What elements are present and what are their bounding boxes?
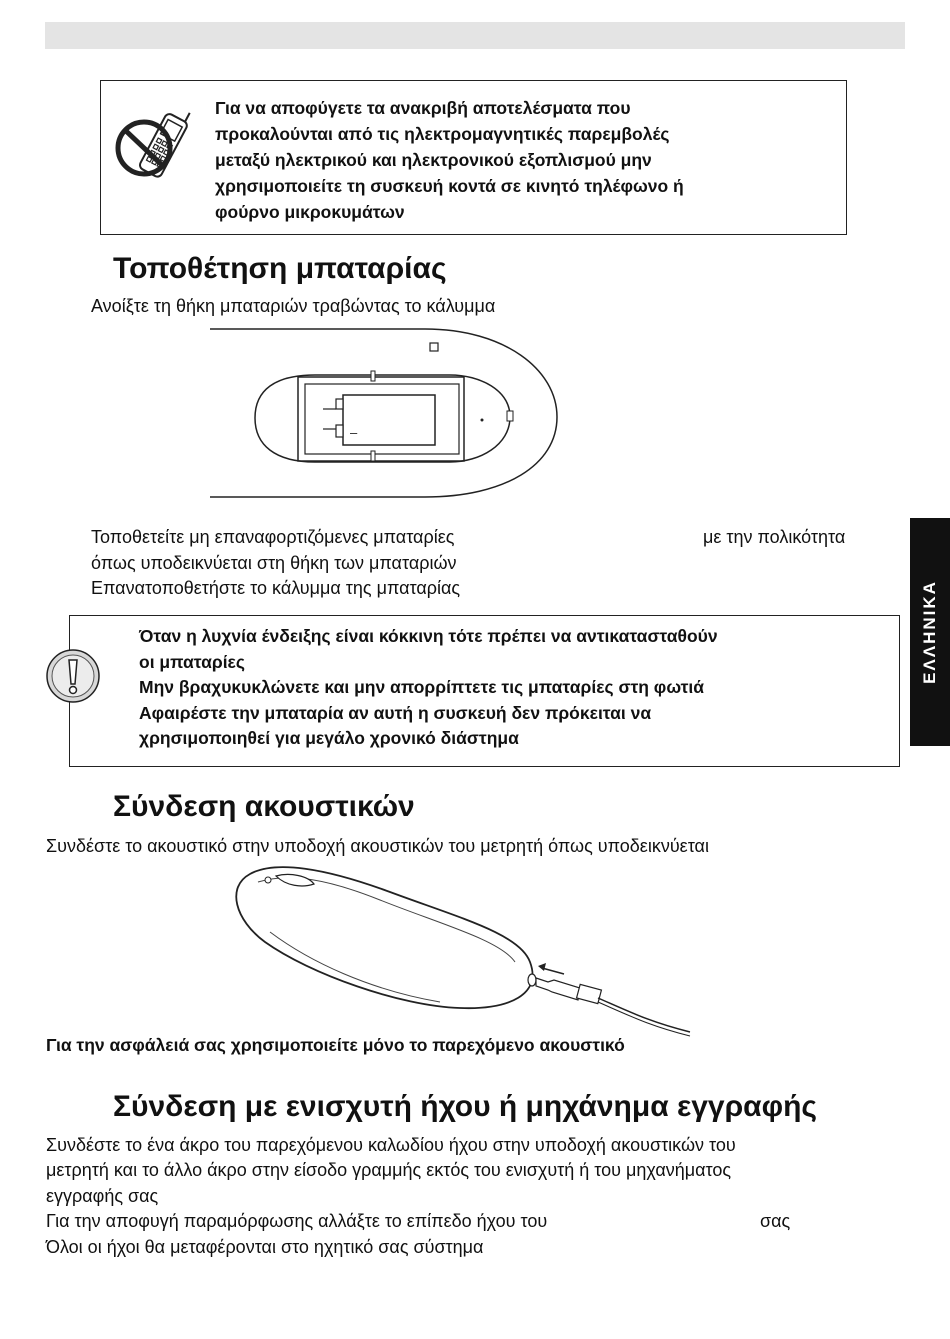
caution-line: Μην βραχυκυκλώνετε και μην απορρίπτετε τις μπαταρίες στη φωτιά (139, 677, 705, 697)
language-side-tab (910, 518, 950, 746)
amplifier-text-line: μετρητή και το άλλο άκρο στην είσοδο γραμμής εκτός του ενισχυτή ή του μηχανήματος (46, 1160, 732, 1180)
battery-polarity-label: – (350, 425, 358, 440)
battery-step-insert: Τοποθετείτε μη επαναφορτιζόμενες μπαταρίες (91, 527, 455, 547)
warning-line: μεταξύ ηλεκτρικού και ηλεκτρονικού εξοπλισμού μην (215, 150, 652, 170)
amplifier-text-line: Για την αποφυγή παραμόρφωσης αλλάξτε το επίπεδο ήχου του (46, 1211, 548, 1231)
battery-step-indicated: όπως υποδεικνύεται στη θήκη των μπαταριών (91, 553, 457, 573)
battery-section-title: Τοποθέτηση μπαταρίας (113, 252, 447, 285)
warning-line: φούρνο μικροκυμάτων (215, 202, 405, 222)
headphone-connection-diagram (230, 862, 700, 1047)
battery-step-replace-cover: Επανατοποθετήστε το κάλυμμα της μπαταρίας (91, 578, 461, 598)
amplifier-section-title: Σύνδεση με ενισχυτή ήχου ή μηχάνημα εγγραφής (113, 1090, 817, 1123)
amplifier-text-line: Όλοι οι ήχοι θα μεταφέρονται στο ηχητικό σας σύστημα (46, 1237, 484, 1257)
caution-line: Αφαιρέστε την μπαταρία αν αυτή η συσκευή δεν πρόκειται να (139, 702, 652, 723)
caution-line: χρησιμοποιηθεί για μεγάλο χρονικό διάστημα (139, 728, 519, 748)
caution-line: Όταν η λυχνία ένδειξης είναι κόκκινη τότε πρέπει να αντικατασταθούν (139, 626, 718, 646)
warning-line: χρησιμοποιείτε τη συσκευή κοντά σε κινητό τηλέφωνο ή (215, 176, 684, 196)
battery-caution-text (139, 624, 889, 752)
amplifier-text-fragment: σας (760, 1211, 791, 1231)
interference-warning-text (215, 95, 835, 225)
caution-line: οι μπαταρίες (139, 651, 245, 672)
amplifier-text-line: εγγραφής σας (46, 1186, 159, 1206)
language-tab-label: ΕΛΛΗΝΙΚΑ (920, 580, 940, 684)
exclamation-icon (44, 646, 104, 711)
no-mobile-phone-icon (112, 108, 202, 193)
headphones-section-title: Σύνδεση ακουστικών (113, 790, 415, 823)
headphones-instruction: Συνδέστε το ακουστικό στην υποδοχή ακουστικών του μετρητή όπως υποδεικνύεται (46, 836, 709, 856)
headphones-safety-note: Για την ασφάλειά σας χρησιμοποιείτε μόνο το παρεχόμενο ακουστικό (46, 1035, 625, 1055)
warning-line: Για να αποφύγετε τα ανακριβή αποτελέσματα που (215, 98, 631, 118)
amplifier-text-line: Συνδέστε το ένα άκρο του παρεχόμενου καλωδίου ήχου στην υποδοχή ακουστικών του (46, 1135, 736, 1155)
battery-step-polarity: με την πολικότητα (703, 527, 846, 547)
warning-line: προκαλούνται από τις ηλεκτρομαγνητικές παρεμβολές (215, 124, 670, 144)
header-bar (45, 22, 905, 49)
battery-compartment-diagram (205, 325, 565, 510)
battery-step-open: Ανοίξτε τη θήκη μπαταριών τραβώντας το κάλυμμα (91, 296, 496, 316)
